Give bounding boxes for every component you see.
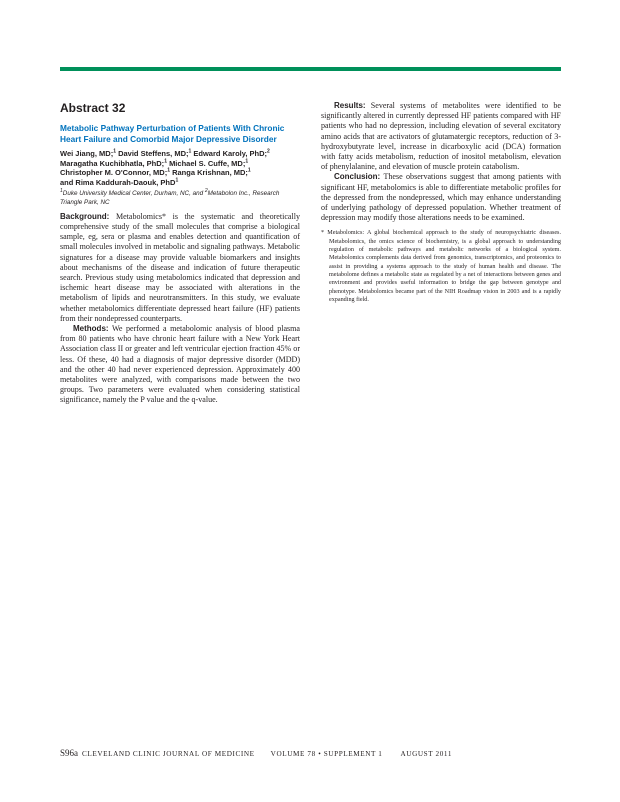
author: Ranga Krishnan, MD;$^1$ (172, 167, 251, 178)
right-column (321, 101, 561, 310)
conclusion-paragraph: Conclusion: These observations suggest that among patients with significant HF, metabolomics is able to differentiate metabolic profiles for the depressed from the nondepressed, which may enhance understanding of underlying pathology of depressed population. Whether treatment of depression may modify those alterations needs to be examined. (321, 172, 561, 223)
methods-label: Methods: (73, 324, 109, 334)
journal-name: CLEVELAND CLINIC JOURNAL OF MEDICINE (82, 750, 255, 758)
author: David Steffens, MD;$^1$ (118, 148, 192, 158)
methods-paragraph: Methods: We performed a metabolomic analysis of blood plasma from 80 patients who have chronic heart failure with a New York Heart Association class II or greater and left ventricular ejection fraction 45% or less. Of these, 40 had a diagnosis of major depressive disorder (MDD) and the other 40 had never experienced depression. Approximately 400 metabolites were analyzed, with comparisons made between the two groups. Two parameters were evaluated when considering statistical significance, namely the P value and the q-value. (60, 324, 300, 405)
abstract-heading: Abstract 32 (60, 101, 126, 115)
author: Wei Jiang, MD;$^1$ (60, 148, 116, 158)
results-label: Results: (334, 101, 366, 110)
footnote: * Metabolomics: A global biochemical approach to the study of neuropsychiatric diseases. Metabolomics, the omics science of biochemistry, is a global approach to understanding regulation of metabolic pathways and metabolic networks of a biological system. Metabolomics complements data derived from genomics, transcriptomics, and proteomics to assist in providing a systems approach to the study of human health and disease. The metabolome defines a metabolic state as regulated by a net of interactions between genes and environment and provides useful information to bridge the gap between genotype and phenotype. Metabolomics became part of the NIH Roadmap vision in 2003 and is a rapidly expanding field. (321, 230, 561, 303)
page-footer (60, 748, 452, 758)
page-number: S96a (60, 748, 78, 758)
conclusion-label: Conclusion: (334, 172, 381, 182)
author: Christopher M. O'Connor, MD;$^1$ (60, 167, 170, 178)
abstract-title: Metabolic Pathway Perturbation of Patients With Chronic Heart Failure and Comorbid Major Depressive Disorder (60, 123, 285, 144)
author: and Rima Kaddurah-Daouk, PhD$^1$ (60, 177, 179, 187)
volume-info: VOLUME 78 • SUPPLEMENT 1 (270, 750, 383, 758)
affiliation: $^1$Duke University Medical Center, Durham, NC, and $^2$Metabolon Inc., Research Triangle Park, NC (60, 188, 280, 206)
results-paragraph: Results: Several systems of metabolites were identified to be significantly altered in currently depressed HF patients compared with HF patients who had no depression, including elevation of several excitatory amino acids that are activators of glutamatergic receptors, reduction of 3-hydroxybutyrate level, increase in dicarboxylic acid (DCA) formation with fatty acids metabolism, reduction of inositol metabolism, elevation of phenylalanine, and elevation of muscle protein catabolism. (321, 101, 561, 172)
author-list (60, 149, 300, 187)
author: Maragatha Kuchibhatla, PhD;$^1$ (60, 158, 167, 168)
author: Edward Karoly, PhD;$^2$ (193, 148, 270, 158)
background-paragraph: Background: Metabolomics* is the systematic and theoretically comprehensive study of the small molecules that comprise a biological sample, eg, sera or plasma and enables detection and quantification of small molecules involved in metabolic and signaling pathways. Metabolic signatures for a disease may provide valuable biomarkers and insights about mechanisms of the disease and indication of future therapeutic search. Previous study using metabolomics indicated that depression and ischemic heart disease may be associated with alterations in the metabolism of lipids and neurotransmitters. In this study, we evaluate whether metabolomics differentiate depressed heart failure (HF) patients from their nondepressed counterparts. (60, 211, 300, 323)
left-column (60, 101, 300, 406)
background-label: Background: (60, 211, 110, 221)
header-rule (60, 67, 561, 71)
footnote-marker: * (161, 211, 167, 221)
author: Michael S. Cuffe, MD;$^1$ (169, 158, 249, 168)
issue-date: AUGUST 2011 (400, 750, 453, 758)
